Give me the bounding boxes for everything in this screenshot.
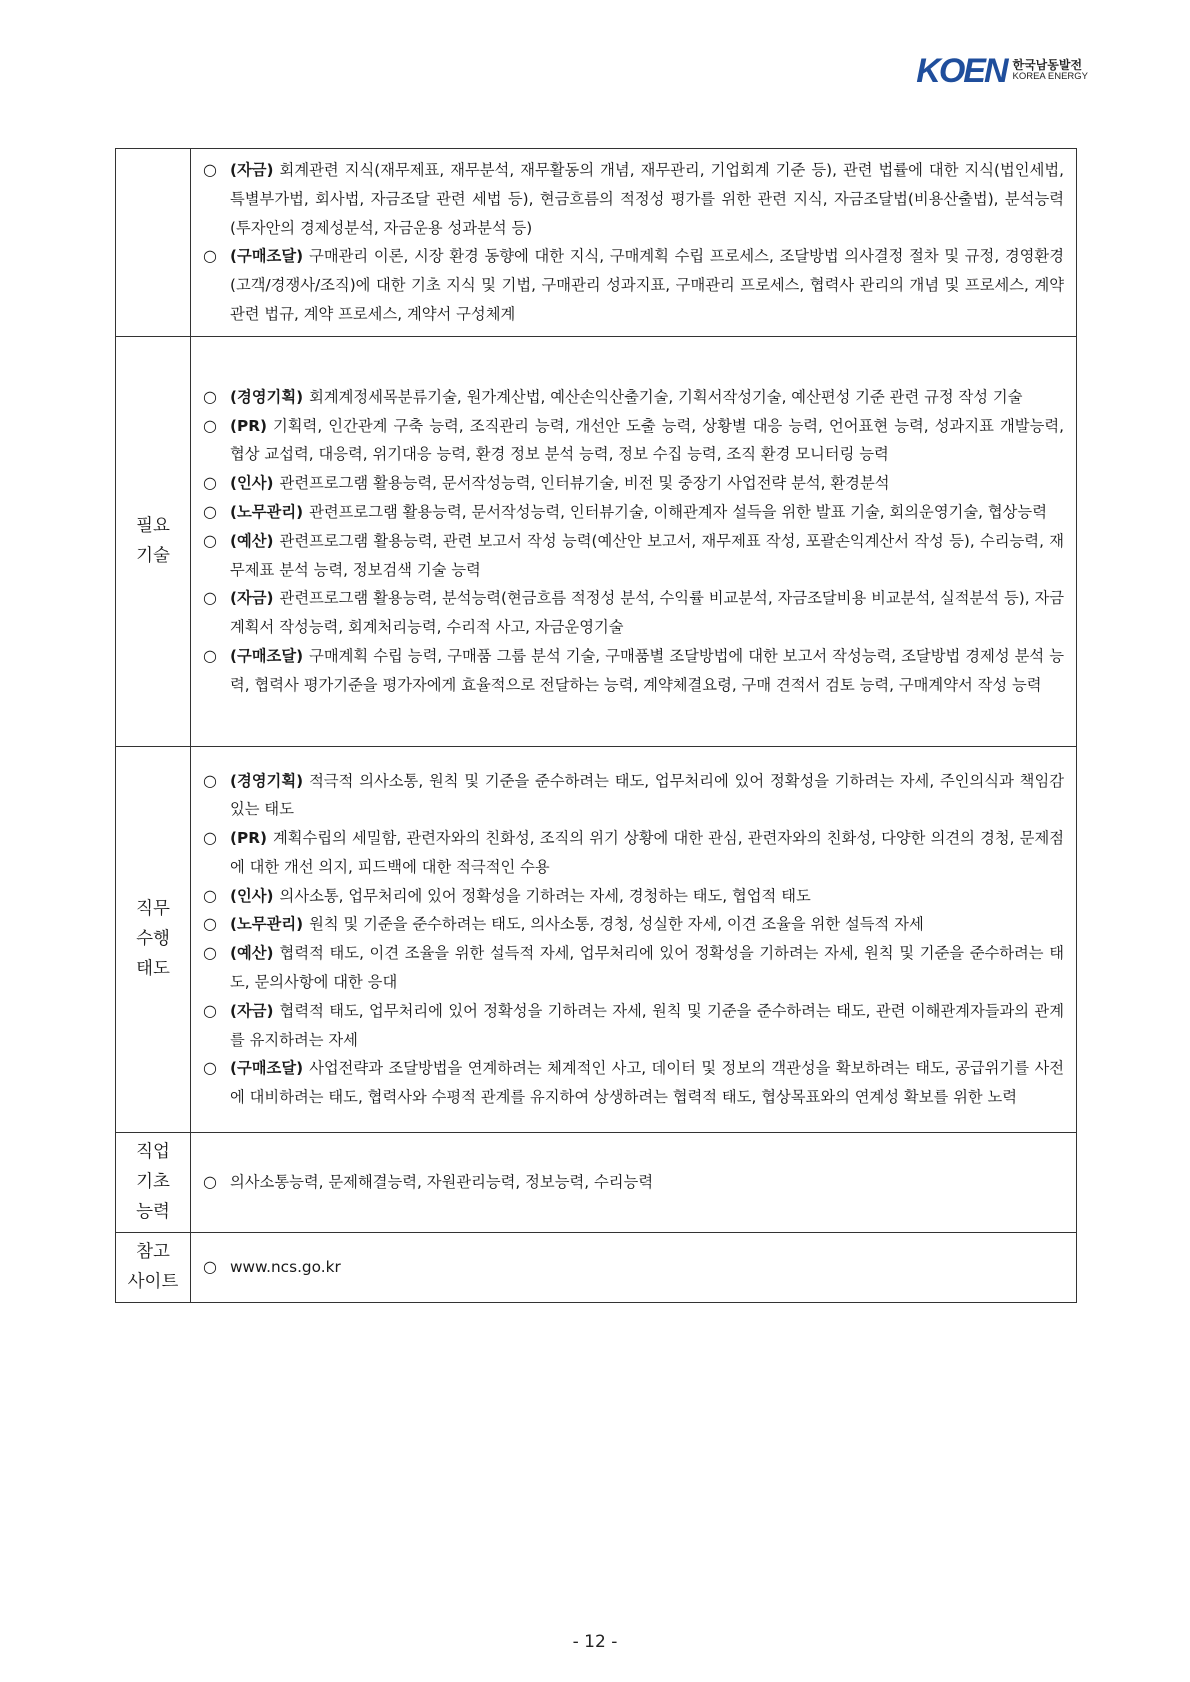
- row-heading-line: 참고: [136, 1242, 170, 1263]
- category-tag: (자금): [230, 161, 274, 179]
- item-description: 원칙 및 기준을 준수하려는 태도, 의사소통, 경청, 성실한 자세, 이견 조율을 위한 설득적 자세: [309, 915, 924, 934]
- table-row: [116, 746, 1077, 1132]
- row-heading-line: 사이트: [127, 1272, 179, 1293]
- item-description: 협력적 태도, 업무처리에 있어 정확성을 기하려는 자세, 원칙 및 기준을 준수하려는 태도, 관련 이해관계자들과의 관계를 유지하려는 자세: [230, 1001, 1064, 1049]
- item-text: [230, 1054, 1064, 1112]
- competency-table: [115, 148, 1077, 1303]
- category-tag: (인사): [230, 886, 274, 905]
- list-item: [203, 642, 1064, 700]
- row-heading-line: 태도: [136, 959, 170, 980]
- item-description: 의사소통능력, 문제해결능력, 자원관리능력, 정보능력, 수리능력: [230, 1172, 654, 1191]
- list-item: [203, 824, 1064, 882]
- row-content: [191, 746, 1077, 1132]
- logo-name-english: KOREA ENERGY: [1012, 71, 1088, 83]
- list-item: [203, 412, 1064, 470]
- category-tag: (PR): [230, 829, 267, 848]
- category-tag: (예산): [230, 944, 274, 963]
- list-item: [203, 383, 1064, 412]
- list-item: [203, 156, 1064, 242]
- bullet-circle-icon: ○: [203, 160, 217, 179]
- item-text: [230, 1253, 1064, 1282]
- item-description: 기획력, 인간관계 구축 능력, 조직관리 능력, 개선안 도출 능력, 상황별 대응 능력, 언어표현 능력, 성과지표 개발능력, 협상 교섭력, 대응력, 위기대응 능력, 환경 정보 분석 능력, 정보 수집 능력, 조직 환경 모니터링 능력: [230, 416, 1064, 464]
- item-description: 관련프로그램 활용능력, 분석능력(현금흐름 적정성 분석, 수익률 비교분석, 자금조달비용 비교분석, 실적분석 등), 자금계획서 작성능력, 회계처리능력, 수리적 사고, 자금운영기술: [230, 589, 1064, 637]
- item-text: [230, 997, 1064, 1055]
- list-item: [203, 242, 1064, 328]
- logo-text: [1013, 59, 1089, 83]
- bullet-circle-icon: ○: [203, 943, 217, 963]
- row-heading-line: 기술: [136, 546, 170, 567]
- row-content: [191, 1232, 1077, 1302]
- row-heading-line: 수행: [136, 929, 170, 950]
- list-item: [203, 997, 1064, 1055]
- item-text: [230, 642, 1064, 700]
- company-logo: [916, 54, 1088, 88]
- list-item: [203, 527, 1064, 585]
- item-text: [230, 412, 1064, 470]
- list-item: [203, 939, 1064, 997]
- item-description: 계획수립의 세밀함, 관련자와의 친화성, 조직의 위기 상황에 대한 관심, 관련자와의 친화성, 다양한 의견의 경청, 문제점에 대한 개선 의지, 피드백에 대한 적극적인 수용: [230, 829, 1064, 876]
- row-heading-line: 직무: [136, 899, 170, 920]
- item-text: [230, 527, 1064, 585]
- item-description: 협력적 태도, 이견 조율을 위한 설득적 자세, 업무처리에 있어 정확성을 기하려는 자세, 원칙 및 기준을 준수하려는 태도, 문의사항에 대한 응대: [230, 944, 1064, 992]
- row-content: [191, 1132, 1077, 1232]
- row-heading: [116, 336, 191, 746]
- item-description: 의사소통, 업무처리에 있어 정확성을 기하려는 자세, 경청하는 태도, 협업적 태도: [279, 886, 811, 905]
- bullet-circle-icon: ○: [203, 415, 217, 435]
- list-item: [203, 1168, 1064, 1197]
- table-row: [116, 1132, 1077, 1232]
- row-heading: [116, 1232, 191, 1302]
- bullet-circle-icon: ○: [203, 770, 217, 790]
- category-tag: (PR): [230, 416, 267, 435]
- item-text: [230, 242, 1064, 328]
- item-text: [230, 469, 1064, 498]
- bullet-circle-icon: ○: [203, 1171, 217, 1191]
- logo-name-korean: 한국남동발전: [1012, 58, 1083, 73]
- item-description: 구매계획 수립 능력, 구매품 그룹 분석 기술, 구매품별 조달방법에 대한 보고서 작성능력, 조달방법 경제성 분석 능력, 협력사 평가기준을 평가자에게 효율적으로 전달하는 능력, 계약체결요령, 구매 견적서 검토 능력, 구매계약서 작성 능력: [230, 647, 1064, 694]
- row-heading: [116, 746, 191, 1132]
- table-row: [116, 1232, 1077, 1302]
- bullet-circle-icon: ○: [203, 1058, 217, 1078]
- logo-mark: KOEN: [916, 52, 1007, 90]
- item-text: [230, 1168, 1064, 1197]
- bullet-circle-icon: ○: [203, 588, 217, 608]
- bullet-circle-icon: ○: [203, 1000, 217, 1020]
- item-description: 적극적 의사소통, 원칙 및 기준을 준수하려는 태도, 업무처리에 있어 정확성을 기하려는 자세, 주인의식과 책임감 있는 태도: [230, 771, 1064, 819]
- row-heading-line: 직업: [136, 1142, 170, 1163]
- row-content: [191, 149, 1077, 337]
- row-content: [191, 336, 1077, 746]
- category-tag: (인사): [230, 474, 274, 493]
- category-tag: (구매조달): [230, 647, 304, 666]
- item-text: [230, 939, 1064, 997]
- row-heading-line: 필요: [136, 516, 170, 537]
- category-tag: (경영기획): [230, 771, 304, 790]
- item-description: 사업전략과 조달방법을 연계하려는 체계적인 사고, 데이터 및 정보의 객관성을 확보하려는 태도, 공급위기를 사전에 대비하려는 태도, 협력사와 수평적 관계를 유지하여 상생하려는 협력적 태도, 협상목표와의 연계성 확보를 위한 노력: [230, 1059, 1064, 1107]
- row-heading: [116, 149, 191, 337]
- bullet-circle-icon: ○: [203, 885, 217, 905]
- row-heading-line: 기초: [136, 1172, 170, 1193]
- bullet-circle-icon: ○: [203, 914, 217, 934]
- page-number: - 12 -: [572, 1632, 618, 1652]
- item-description: 관련프로그램 활용능력, 관련 보고서 작성 능력(예산안 보고서, 재무제표 작성, 포괄손익계산서 작성 등), 수리능력, 재무제표 분석 능력, 정보검색 기술 능력: [230, 531, 1064, 579]
- category-tag: (자금): [230, 1001, 274, 1020]
- item-text: [230, 882, 1064, 911]
- item-text: [230, 498, 1064, 527]
- item-description: www.ncs.go.kr: [230, 1257, 341, 1276]
- list-item: [203, 584, 1064, 642]
- bullet-circle-icon: ○: [203, 646, 217, 666]
- bullet-circle-icon: ○: [203, 530, 217, 550]
- item-text: [230, 767, 1064, 825]
- item-text: [230, 383, 1064, 412]
- row-heading-line: 능력: [136, 1202, 170, 1223]
- list-item: [203, 469, 1064, 498]
- category-tag: (경영기획): [230, 387, 304, 406]
- category-tag: (구매조달): [230, 247, 304, 266]
- item-text: [230, 824, 1064, 882]
- bullet-circle-icon: ○: [203, 246, 217, 266]
- bullet-circle-icon: ○: [203, 1256, 217, 1276]
- item-text: [230, 156, 1064, 242]
- list-item: [203, 910, 1064, 939]
- item-text: [230, 910, 1064, 939]
- bullet-circle-icon: ○: [203, 502, 217, 522]
- list-item: [203, 1054, 1064, 1112]
- category-tag: (예산): [230, 531, 274, 550]
- table-row: [116, 149, 1077, 337]
- bullet-circle-icon: ○: [203, 386, 217, 406]
- item-description: 관련프로그램 활용능력, 문서작성능력, 인터뷰기술, 비전 및 중장기 사업전략 분석, 환경분석: [279, 474, 890, 493]
- category-tag: (노무관리): [230, 915, 304, 934]
- item-description: 구매관리 이론, 시장 환경 동향에 대한 지식, 구매계획 수립 프로세스, 조달방법 의사결정 절차 및 규정, 경영환경(고객/경쟁사/조직)에 대한 기초 지식 및 기법, 구매관리 성과지표, 구매관리 프로세스, 협력사 관리의 개념 및 프로세스, 계약관련 법규, 계약 프로세스, 계약서 구성체계: [230, 247, 1064, 323]
- item-description: 회계관련 지식(재무제표, 재무분석, 재무활동의 개념, 재무관리, 기업회계 기준 등), 관련 법률에 대한 지식(법인세법, 특별부가법, 회사법, 자금조달 관련 세법 등), 현금흐름의 적정성 평가를 위한 관련 지식, 자금조달법(비용산출법), 분석능력(투자안의 경제성분석, 자금운용 성과분석 등): [230, 161, 1064, 237]
- list-item: [203, 1253, 1064, 1282]
- item-description: 회계계정세목분류기술, 원가계산법, 예산손익산출기술, 기획서작성기술, 예산편성 기준 관련 규정 작성 기술: [309, 387, 1023, 406]
- bullet-circle-icon: ○: [203, 828, 217, 848]
- item-text: [230, 584, 1064, 642]
- table-row: [116, 336, 1077, 746]
- list-item: [203, 498, 1064, 527]
- item-description: 관련프로그램 활용능력, 문서작성능력, 인터뷰기술, 이해관계자 설득을 위한 발표 기술, 회의운영기술, 협상능력: [309, 503, 1047, 522]
- bullet-circle-icon: ○: [203, 473, 217, 493]
- category-tag: (자금): [230, 589, 274, 608]
- row-heading: [116, 1132, 191, 1232]
- category-tag: (노무관리): [230, 503, 304, 522]
- category-tag: (구매조달): [230, 1059, 304, 1078]
- list-item: [203, 767, 1064, 825]
- list-item: [203, 882, 1064, 911]
